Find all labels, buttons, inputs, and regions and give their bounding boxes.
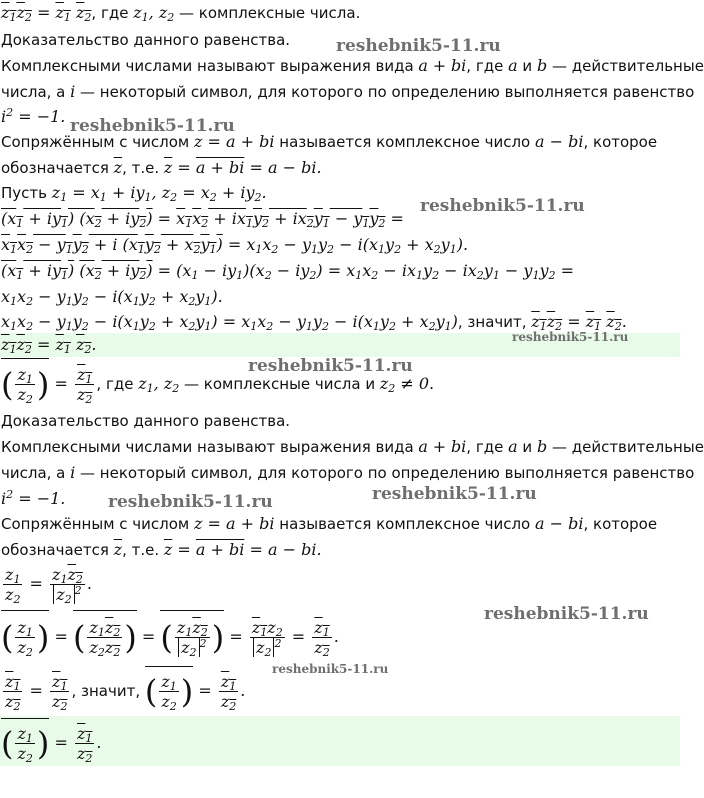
conjugate-def-2b: обозначается $\overline{z}$, т.е. $\overline{z} = a$ + bi = a − bi. xyxy=(1,540,322,559)
result-band-2 xyxy=(0,716,680,766)
watermark: reshebnik5-11.ru xyxy=(108,492,273,512)
definition-1b: числа, а i — некоторый символ, для которого по определению выполняется равенство xyxy=(1,82,695,101)
i-squared-2: $i^2 = -1$. xyxy=(1,488,66,508)
conjugate-def-1b: обозначается $\overline{z}$, т.е. $\overline{z} = a$ + bi = a − bi. xyxy=(1,158,322,177)
proof-heading-2: Доказательство данного равенства. xyxy=(1,412,291,430)
definition-1a: Комплексными числами называют выражения вида a + bi, где a и b — действительные xyxy=(1,56,704,75)
equation-1: $(x_1 + iy_1) (x_2 + iy_2) = x_1x_2 + ix_1y_2 + ix_2y_1 - y_1y_2$ = xyxy=(1,209,404,230)
watermark: reshebnik5-11.ru xyxy=(248,356,413,376)
watermark: reshebnik5-11.ru xyxy=(420,196,585,216)
watermark: reshebnik5-11.ru xyxy=(484,604,649,624)
result-2: ( $\frac{z_1}{z_2}$ ) = $\frac{z_1}{z_2}$ . xyxy=(1,718,102,767)
watermark: reshebnik5-11.ru xyxy=(272,662,389,676)
watermark: reshebnik5-11.ru xyxy=(336,36,501,56)
equation-4: $x_1x_2 - y_1y_2 - i(x_1y_2 + x_2y_1)$. xyxy=(1,287,223,308)
watermark: reshebnik5-11.ru xyxy=(372,484,537,504)
conjugate-def-1a: Сопряжённым с числом z = a + bi называется комплексное число a − bi, которое xyxy=(1,132,658,151)
statement-2: ( $\frac{z_1}{z_2}$ ) = $\frac{z_1}{z_2}$ , где $z_1$, $z_2$ — комплексные числа и $z_2 \ne 0$. xyxy=(1,358,434,409)
definition-2a: Комплексными числами называют выражения вида a + bi, где a и b — действительные xyxy=(1,437,704,456)
equation-3: $(x_1 + iy_1) (x_2 + iy_2) = (x_1 - iy_1)(x_2 - iy_2) = x_1x_2 - ix_1y_2 - ix_2y_1 - y_1y_2$ = xyxy=(1,261,574,282)
equation-7: ( $\frac{z_1}{z_2}$ ) = ( $\frac{z_1z_2}{z_2z_2}$ ) = ( $\frac{z_1z_2}{z_2^2}$ ) = $\frac{z_1z_2}{z_2^2}$ = $\frac{z_1}{z_2}$ . xyxy=(1,610,339,663)
watermark: reshebnik5-11.ru xyxy=(512,330,629,344)
i-squared-1: $i^2 = -1$. xyxy=(1,106,66,126)
equation-2: $x_1x_2 - y_1y_2 + i$ $(x_1y_2 + x_2y_1) = x_1x_2 - y_1y_2 - i(x_1y_2 + x_2y_1)$. xyxy=(1,235,469,256)
equation-5: $x_1x_2 - y_1y_2 - i(x_1y_2 + x_2y_1) = x_1x_2 - y_1y_2 - i(x_1y_2 + x_2y_1)$, значит, $z_1z_2 = z_1$ $z_2$. xyxy=(1,312,627,333)
result-1: $z_1z_2 = z_1$ $z_2$. xyxy=(1,335,97,356)
equation-6: $\frac{z_1}{z_2}$ = $\frac{z_1z_2}{z_2^2}$ . xyxy=(5,565,92,606)
conjugate-def-2a: Сопряжённым с числом z = a + bi называется комплексное число a − bi, которое xyxy=(1,514,658,533)
definition-2b: числа, а i — некоторый символ, для которого по определению выполняется равенство xyxy=(1,463,695,482)
watermark: reshebnik5-11.ru xyxy=(70,116,235,136)
let-line: Пусть $z_1 = x_1 + iy_1$, $z_2 = x_2 + iy_2$. xyxy=(1,183,267,204)
equation-8: $\frac{z_1}{z_2}$ = $\frac{z_1}{z_2}$ , значит, ( $\frac{z_1}{z_2}$ ) = $\frac{z_1}{z_2}$ . xyxy=(1,666,245,715)
statement-1: $z_1z_2 = z_1$ $z_2$, где $z_1$, $z_2$ — комплексные числа. xyxy=(1,3,361,24)
proof-heading-1: Доказательство данного равенства. xyxy=(1,31,291,49)
